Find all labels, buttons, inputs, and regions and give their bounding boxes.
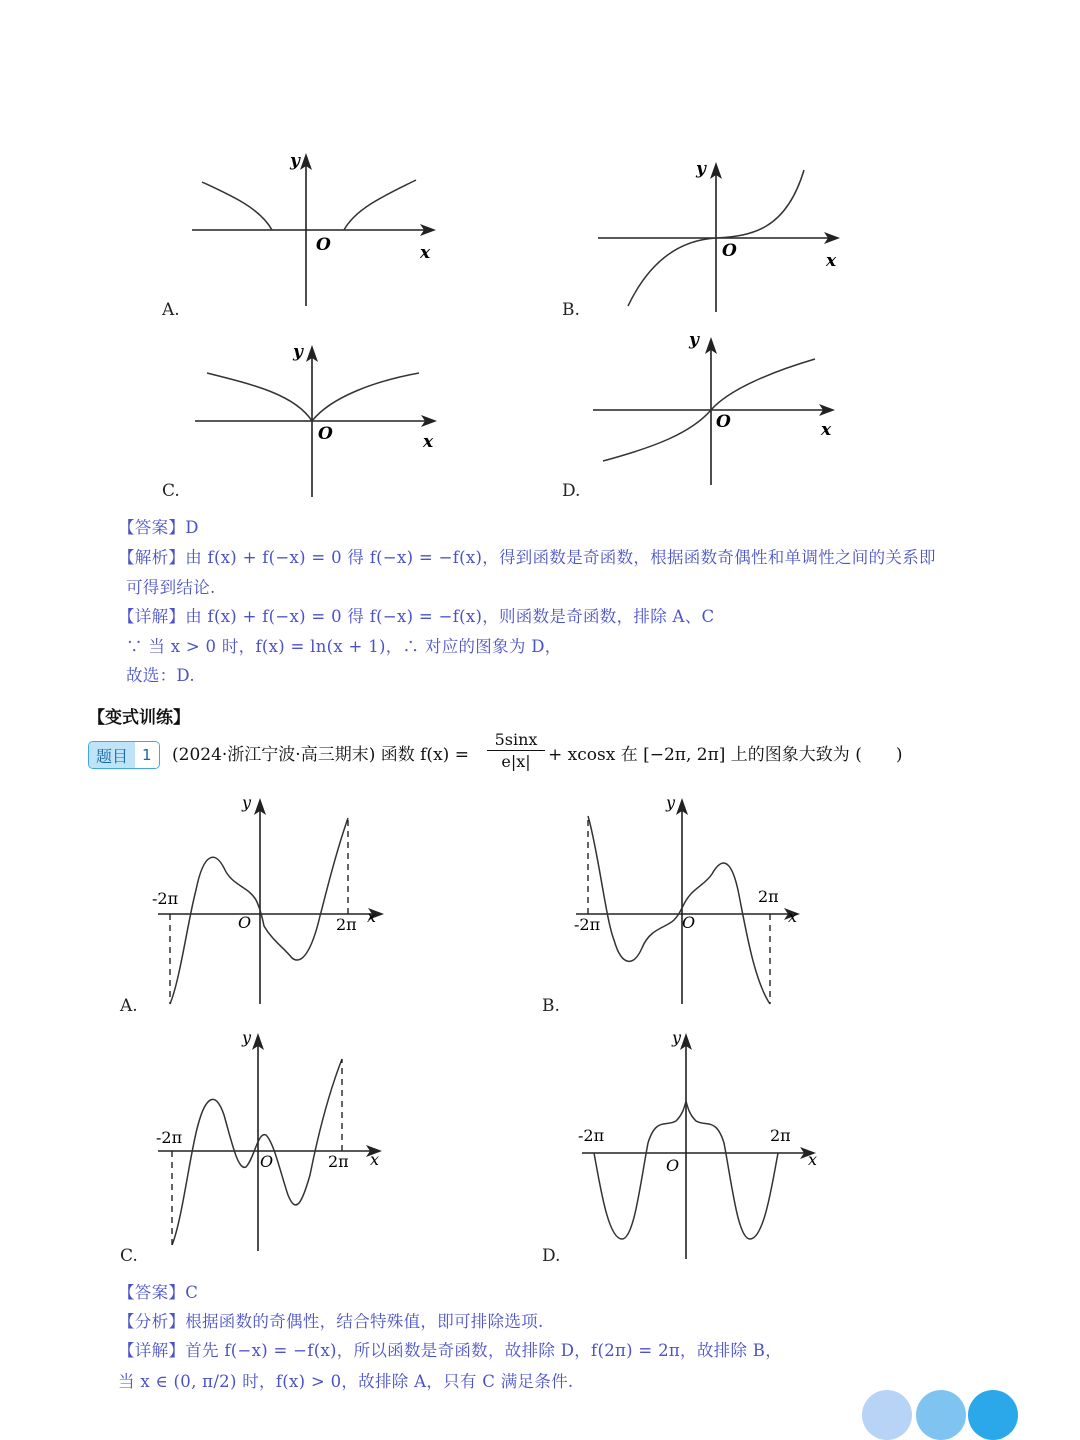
origin-label: O	[318, 424, 333, 444]
q1-stem-prefix: (2024·浙江宁波·高三期末) 函数 f(x) =	[172, 745, 469, 765]
pos-2pi-label: 2π	[328, 1152, 349, 1171]
x-axis-label: x	[367, 907, 377, 926]
graph-q0-d	[585, 325, 855, 490]
y-axis-label: y	[689, 330, 699, 350]
x-axis-label: x	[821, 420, 832, 440]
origin-label: O	[682, 913, 696, 932]
question-badge-number: 1	[135, 742, 159, 768]
q1-answer: 【答案】C	[118, 1283, 199, 1302]
fraction-denominator: e|x|	[501, 752, 531, 771]
y-axis-label: y	[696, 159, 706, 179]
question-badge-label: 题目	[89, 742, 135, 768]
q1-detail-line-2: 当 x ∈ (0, π/2) 时，f(x) > 0，故排除 A，只有 C 满足条件.	[118, 1372, 574, 1391]
origin-label: O	[716, 412, 731, 432]
graph-q0-a	[180, 140, 460, 310]
q0-analysis-line-1: 【解析】由 f(x) + f(−x) = 0 得 f(−x) = −f(x)，得到函数是奇函数，根据函数奇偶性和单调性之间的关系即	[118, 548, 936, 567]
neg-2pi-label: -2π	[152, 889, 179, 908]
q0-detail-line-1: 【详解】由 f(x) + f(−x) = 0 得 f(−x) = −f(x)，则函数是奇函数，排除 A、C	[118, 607, 715, 626]
graph-q1-d	[578, 1025, 838, 1265]
option-label-c: C.	[162, 481, 180, 501]
option-label-d: D.	[562, 481, 581, 501]
q0-detail-line-3: 故选：D.	[126, 666, 195, 685]
y-axis-label: y	[293, 342, 303, 362]
graph-q0-c	[185, 335, 455, 500]
decor-circle-2	[916, 1390, 966, 1440]
x-axis-label: x	[788, 907, 798, 926]
x-axis-label: x	[423, 432, 434, 452]
option-label-c: C.	[120, 1246, 138, 1266]
y-axis-label: y	[290, 151, 300, 171]
decor-circle-3	[968, 1390, 1018, 1440]
y-axis-label: y	[666, 793, 676, 812]
q1-fraction	[487, 730, 545, 771]
pos-2pi-label: 2π	[336, 915, 357, 934]
x-axis-label: x	[826, 251, 837, 271]
pos-2pi-label: 2π	[758, 887, 779, 906]
origin-label: O	[722, 241, 737, 261]
x-axis-label: x	[370, 1150, 380, 1169]
option-label-b: B.	[562, 300, 580, 320]
y-axis-label: y	[242, 793, 252, 812]
origin-label: O	[260, 1152, 274, 1171]
q1-detail-line-1: 【详解】首先 f(−x) = −f(x)，所以函数是奇函数，故排除 D，f(2π) = 2π，故排除 B，	[118, 1341, 783, 1360]
neg-2pi-label: -2π	[574, 915, 601, 934]
neg-2pi-label: -2π	[578, 1126, 605, 1145]
q1-analysis: 【分析】根据函数的奇偶性，结合特殊值，即可排除选项.	[118, 1312, 544, 1331]
graph-q1-c	[150, 1025, 410, 1255]
graph-q0-b	[590, 150, 860, 315]
fraction-numerator: 5sinx	[487, 730, 545, 751]
option-label-a: A.	[162, 300, 180, 320]
x-axis-label: x	[808, 1150, 818, 1169]
pos-2pi-label: 2π	[770, 1126, 791, 1145]
y-axis-label: y	[672, 1028, 682, 1047]
graph-q1-b	[568, 790, 828, 1010]
x-axis-label: x	[420, 243, 431, 263]
q1-stem-suffix: + xcosx 在 [−2π, 2π] 上的图象大致为 ( )	[548, 745, 903, 765]
question-badge	[88, 741, 160, 769]
graph-q1-a	[140, 790, 400, 1010]
q0-analysis-line-2: 可得到结论.	[126, 578, 216, 597]
neg-2pi-label: -2π	[156, 1128, 183, 1147]
decor-circle-1	[862, 1390, 912, 1440]
option-label-d: D.	[542, 1246, 561, 1266]
option-label-a: A.	[120, 996, 138, 1016]
option-label-b: B.	[542, 996, 560, 1016]
origin-label: O	[666, 1156, 680, 1175]
section-title: 【变式训练】	[88, 708, 190, 728]
origin-label: O	[238, 913, 252, 932]
y-axis-label: y	[242, 1028, 252, 1047]
q0-detail-line-2: ∵ 当 x > 0 时，f(x) = ln(x + 1)，∴ 对应的图象为 D，	[126, 637, 562, 656]
origin-label: O	[316, 235, 331, 255]
q0-answer: 【答案】D	[118, 518, 199, 537]
